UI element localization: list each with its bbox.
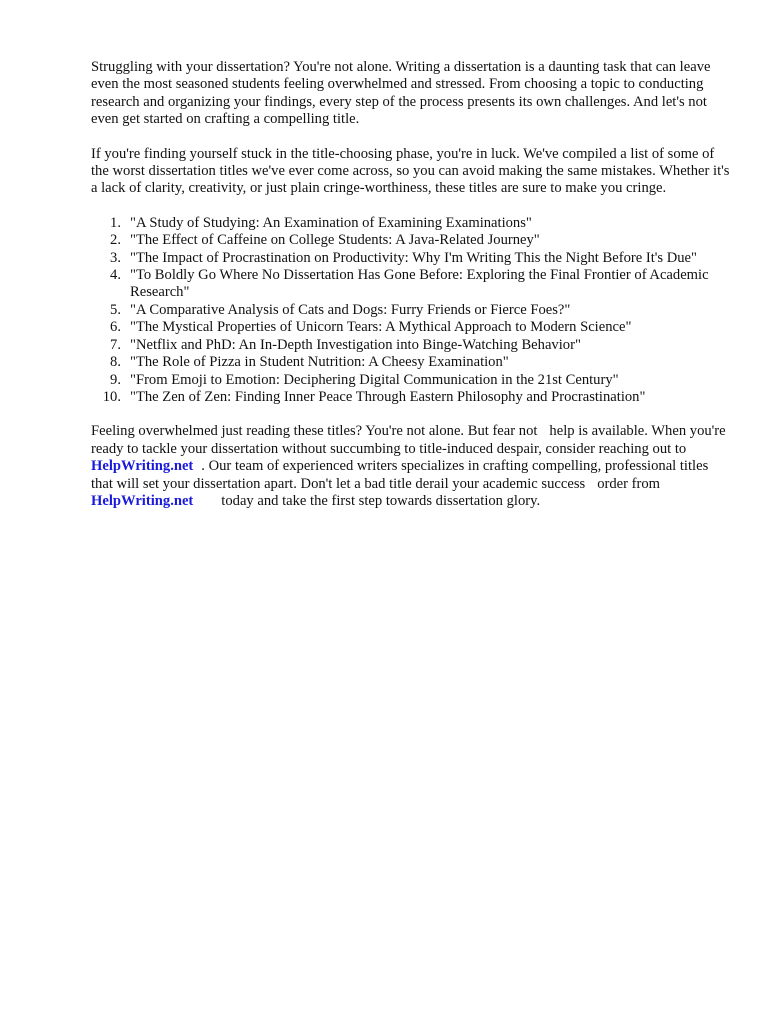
list-item-number: 5. xyxy=(110,301,121,318)
intro-paragraph: Struggling with your dissertation? You're not alone. Writing a dissertation is a daunting task that can leave even the most seasoned students feeling overwhelmed and stressed. From choosing a topic to conducting research and organizing your findings, every step of the process presents its own challenges. And let's not even get started on crafting a compelling title. xyxy=(91,59,711,128)
list-item-number: 3. xyxy=(110,249,121,266)
list-item-number: 10. xyxy=(102,388,121,405)
closing-paragraph xyxy=(91,423,731,510)
list-item xyxy=(91,372,731,389)
closing-text: . Our team of experienced writers specializes in crafting compelling, professional titles that will set your dissertation apart. Don't let a bad title derail your academic success xyxy=(91,458,709,492)
list-item-text: "The Zen of Zen: Finding Inner Peace Through Eastern Philosophy and Procrastination" xyxy=(130,388,646,405)
list-item xyxy=(91,337,731,354)
list-item-text: "To Boldly Go Where No Dissertation Has Gone Before: Exploring the Final Frontier of Academic Research" xyxy=(130,267,709,301)
list-item-text: "The Mystical Properties of Unicorn Tears: A Mythical Approach to Modern Science" xyxy=(130,319,632,336)
list-item-text: "The Effect of Caffeine on College Students: A Java-Related Journey" xyxy=(130,232,540,249)
list-item xyxy=(91,267,731,302)
list-item-text: "The Role of Pizza in Student Nutrition: A Cheesy Examination" xyxy=(130,354,509,371)
closing-text: order from xyxy=(597,475,661,492)
closing-text: Feeling overwhelmed just reading these titles? You're not alone. But fear not xyxy=(91,423,538,440)
list-item-text: "From Emoji to Emotion: Deciphering Digital Communication in the 21st Century" xyxy=(130,371,619,388)
list-item-number: 1. xyxy=(110,214,121,231)
document-body xyxy=(91,59,731,510)
worst-titles-intro-paragraph: If you're finding yourself stuck in the title-choosing phase, you're in luck. We've compiled a list of some of the worst dissertation titles we've ever come across, so you can avoid making the same mistakes. Whether it's a lack of clarity, creativity, or just plain cringe-worthiness, these titles are sure to make you cringe. xyxy=(91,145,730,197)
helpwriting-link[interactable]: HelpWriting.net xyxy=(91,492,194,509)
list-item-number: 7. xyxy=(110,336,121,353)
list-item-number: 2. xyxy=(110,232,121,249)
list-item-number: 8. xyxy=(110,354,121,371)
closing-text: today and take the first step towards dissertation glory. xyxy=(221,492,541,509)
dissertation-titles-list xyxy=(91,215,731,406)
list-item-text: "Netflix and PhD: An In-Depth Investigation into Binge-Watching Behavior" xyxy=(130,336,581,353)
list-item-number: 6. xyxy=(110,319,121,336)
list-item-text: "A Comparative Analysis of Cats and Dogs: Furry Friends or Fierce Foes?" xyxy=(130,301,571,318)
helpwriting-link[interactable]: HelpWriting.net xyxy=(91,458,194,475)
list-item-number: 4. xyxy=(110,267,121,284)
closing-text: help is available. When you're ready to tackle your dissertation without succumbing to title-induced despair, consider reaching out to xyxy=(91,423,726,457)
list-item xyxy=(91,354,731,371)
list-item xyxy=(91,250,731,267)
list-item-number: 9. xyxy=(110,371,121,388)
list-item xyxy=(91,319,731,336)
list-item-text: "The Impact of Procrastination on Productivity: Why I'm Writing This the Night Before It's Due" xyxy=(130,249,697,266)
list-item xyxy=(91,215,731,232)
list-item xyxy=(91,389,731,406)
list-item xyxy=(91,302,731,319)
list-item xyxy=(91,232,731,249)
list-item-text: "A Study of Studying: An Examination of Examining Examinations" xyxy=(130,214,532,231)
